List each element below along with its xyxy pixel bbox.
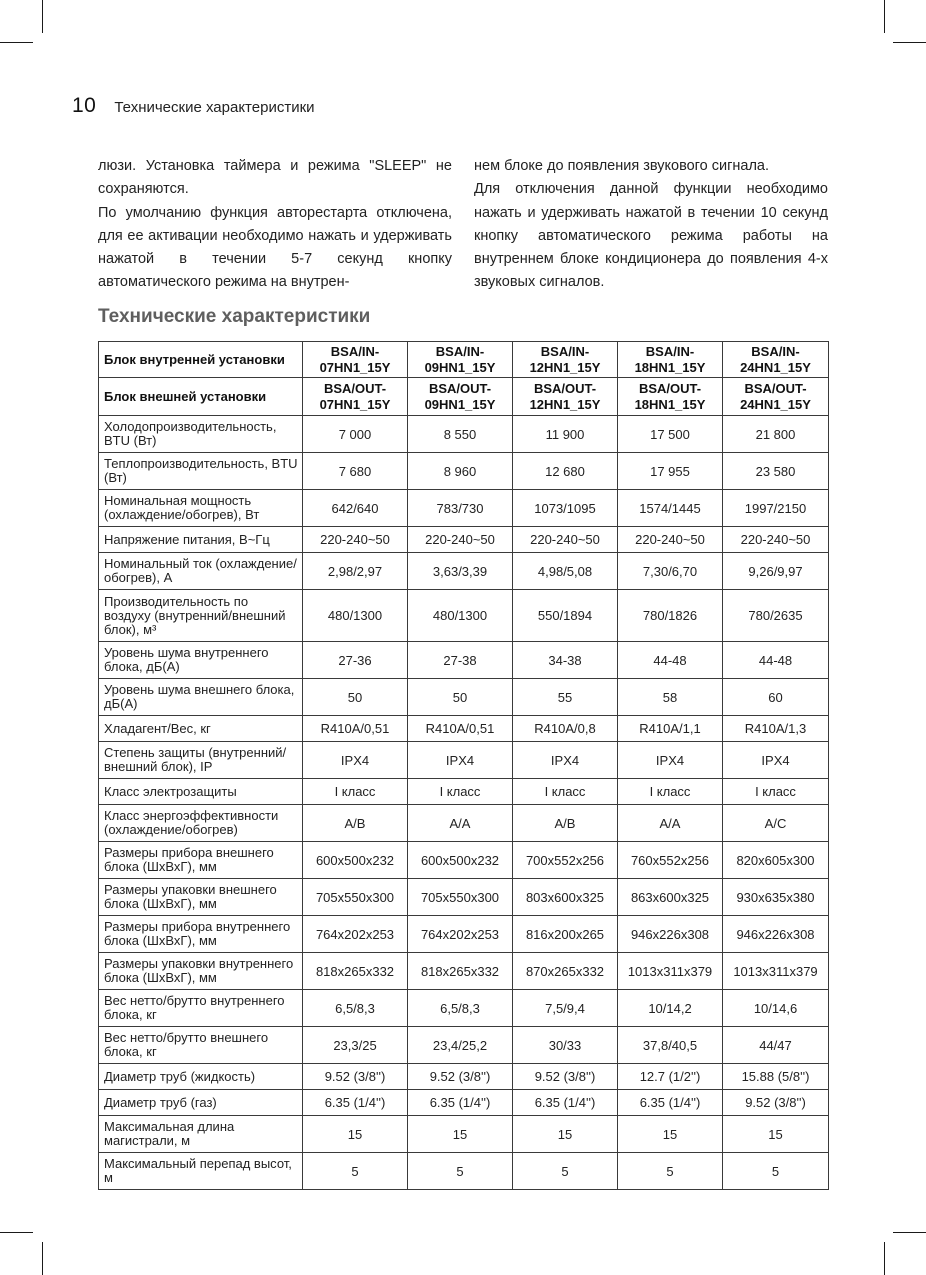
outdoor-model: BSA/OUT-12HN1_15Y — [513, 378, 618, 416]
spec-value: 816x200x265 — [513, 916, 618, 953]
crop-mark — [884, 0, 885, 33]
text-column-left — [98, 155, 452, 295]
spec-value: 5 — [408, 1153, 513, 1190]
crop-mark — [42, 0, 43, 33]
indoor-model: BSA/IN-24HN1_15Y — [723, 342, 829, 378]
spec-value: 50 — [303, 679, 408, 716]
indoor-model: BSA/IN-18HN1_15Y — [618, 342, 723, 378]
spec-value: 10/14,6 — [723, 990, 829, 1027]
spec-value: 44-48 — [723, 642, 829, 679]
spec-value: 1013x311x379 — [618, 953, 723, 990]
table-row — [99, 1153, 829, 1190]
outdoor-model: BSA/OUT-07HN1_15Y — [303, 378, 408, 416]
table-row — [99, 842, 829, 879]
table-row — [99, 553, 829, 590]
outdoor-model: BSA/OUT-09HN1_15Y — [408, 378, 513, 416]
spec-label: Размеры упаковки внешнего блока (ШхВхГ), мм — [99, 879, 303, 916]
spec-label: Максимальная длина магистрали, м — [99, 1116, 303, 1153]
spec-label: Размеры упаковки внутреннего блока (ШхВхГ), мм — [99, 953, 303, 990]
spec-value: 15 — [303, 1116, 408, 1153]
spec-value: A/A — [618, 805, 723, 842]
spec-label: Вес нетто/брутто внутреннего блока, кг — [99, 990, 303, 1027]
crop-mark — [893, 1232, 926, 1233]
spec-value: 8 550 — [408, 416, 513, 453]
table-row — [99, 679, 829, 716]
spec-value: 5 — [723, 1153, 829, 1190]
spec-value: 9.52 (3/8'') — [303, 1064, 408, 1090]
spec-value: I класс — [723, 779, 829, 805]
spec-value: 50 — [408, 679, 513, 716]
paragraph: люзи. Установка таймера и режима "SLEEP" не сохраняются. — [98, 158, 452, 198]
outdoor-model: BSA/OUT-24HN1_15Y — [723, 378, 829, 416]
spec-value: 23,3/25 — [303, 1027, 408, 1064]
spec-value: 5 — [618, 1153, 723, 1190]
spec-value: 3,63/3,39 — [408, 553, 513, 590]
spec-value: I класс — [408, 779, 513, 805]
spec-value: IPX4 — [408, 742, 513, 779]
spec-value: IPX4 — [513, 742, 618, 779]
page-number: 10 — [72, 94, 97, 117]
spec-value: 220-240~50 — [303, 527, 408, 553]
spec-value: 5 — [303, 1153, 408, 1190]
spec-label: Уровень шума внутреннего блока, дБ(А) — [99, 642, 303, 679]
spec-value: 37,8/40,5 — [618, 1027, 723, 1064]
crop-mark — [893, 42, 926, 43]
outdoor-model: BSA/OUT-18HN1_15Y — [618, 378, 723, 416]
spec-value: 803x600x325 — [513, 879, 618, 916]
spec-label: Номинальный ток (охлаждение/обогрев), А — [99, 553, 303, 590]
spec-value: 220-240~50 — [513, 527, 618, 553]
spec-value: 9,26/9,97 — [723, 553, 829, 590]
spec-value: 44/47 — [723, 1027, 829, 1064]
spec-label: Уровень шума внешнего блока, дБ(А) — [99, 679, 303, 716]
spec-value: A/C — [723, 805, 829, 842]
spec-value: 2,98/2,97 — [303, 553, 408, 590]
spec-value: 7,30/6,70 — [618, 553, 723, 590]
spec-value: IPX4 — [303, 742, 408, 779]
table-row — [99, 779, 829, 805]
spec-label: Степень защиты (внутренний/внешний блок), IP — [99, 742, 303, 779]
spec-value: 863x600x325 — [618, 879, 723, 916]
spec-value: A/B — [513, 805, 618, 842]
table-row — [99, 1090, 829, 1116]
spec-value: 17 955 — [618, 453, 723, 490]
text-column-right — [474, 155, 828, 295]
spec-value: 15 — [618, 1116, 723, 1153]
crop-mark — [0, 1232, 33, 1233]
spec-value: 8 960 — [408, 453, 513, 490]
table-row — [99, 990, 829, 1027]
spec-value: 6,5/8,3 — [408, 990, 513, 1027]
spec-value: 818x265x332 — [408, 953, 513, 990]
spec-value: 6.35 (1/4'') — [513, 1090, 618, 1116]
spec-value: 27-36 — [303, 642, 408, 679]
outdoor-unit-label: Блок внешней установки — [99, 378, 303, 416]
spec-value: 780/1826 — [618, 590, 723, 642]
spec-value: R410A/0,51 — [303, 716, 408, 742]
spec-value: 15.88 (5/8'') — [723, 1064, 829, 1090]
spec-value: 5 — [513, 1153, 618, 1190]
table-row — [99, 916, 829, 953]
spec-value: 6.35 (1/4'') — [303, 1090, 408, 1116]
paragraph: По умолчанию функция авторестарта отключена, для ее активации необходимо нажать и удерживать нажатой в течении 5-7 секунд кнопку автоматического режима на внутрен- — [98, 204, 452, 291]
spec-value: 30/33 — [513, 1027, 618, 1064]
spec-value: 21 800 — [723, 416, 829, 453]
specs-table — [98, 341, 829, 1190]
spec-value: 700x552x256 — [513, 842, 618, 879]
table-row — [99, 953, 829, 990]
spec-label: Производительность по воздуху (внутренний/внешний блок), м³ — [99, 590, 303, 642]
spec-value: 7,5/9,4 — [513, 990, 618, 1027]
spec-value: I класс — [618, 779, 723, 805]
paragraph: Для отключения данной функции необходимо нажать и удерживать нажатой в течении 10 секунд кнопку автоматического режима работы на внутреннем блоке кондиционера до появления 4-х звуковых сигналов. — [474, 181, 828, 291]
spec-label: Размеры прибора внутреннего блока (ШхВхГ), мм — [99, 916, 303, 953]
spec-value: 820x605x300 — [723, 842, 829, 879]
specs-table-body — [99, 416, 829, 1190]
spec-value: 220-240~50 — [723, 527, 829, 553]
table-row — [99, 1116, 829, 1153]
spec-label: Напряжение питания, В~Гц — [99, 527, 303, 553]
crop-mark — [884, 1242, 885, 1275]
spec-value: IPX4 — [723, 742, 829, 779]
spec-label: Размеры прибора внешнего блока (ШхВхГ), мм — [99, 842, 303, 879]
spec-value: A/A — [408, 805, 513, 842]
spec-value: 1073/1095 — [513, 490, 618, 527]
spec-label: Теплопроизводительность, BTU (Вт) — [99, 453, 303, 490]
spec-value: R410A/1,3 — [723, 716, 829, 742]
spec-value: I класс — [303, 779, 408, 805]
spec-label: Вес нетто/брутто внешнего блока, кг — [99, 1027, 303, 1064]
spec-value: 818x265x332 — [303, 953, 408, 990]
spec-value: 780/2635 — [723, 590, 829, 642]
paragraph: нем блоке до появления звукового сигнала. — [474, 158, 769, 174]
page-header — [72, 94, 315, 118]
spec-value: 34-38 — [513, 642, 618, 679]
spec-value: R410A/0,8 — [513, 716, 618, 742]
spec-value: 27-38 — [408, 642, 513, 679]
spec-value: 705x550x300 — [303, 879, 408, 916]
spec-value: 7 000 — [303, 416, 408, 453]
spec-value: 58 — [618, 679, 723, 716]
spec-value: 23,4/25,2 — [408, 1027, 513, 1064]
spec-value: R410A/0,51 — [408, 716, 513, 742]
spec-value: 480/1300 — [408, 590, 513, 642]
spec-label: Диаметр труб (жидкость) — [99, 1064, 303, 1090]
indoor-model: BSA/IN-09HN1_15Y — [408, 342, 513, 378]
section-title: Технические характеристики — [98, 306, 371, 327]
indoor-model: BSA/IN-07HN1_15Y — [303, 342, 408, 378]
spec-value: 9.52 (3/8'') — [723, 1090, 829, 1116]
spec-value: 1997/2150 — [723, 490, 829, 527]
spec-value: 12 680 — [513, 453, 618, 490]
indoor-unit-label: Блок внутренней установки — [99, 342, 303, 378]
table-row — [99, 879, 829, 916]
table-row — [99, 590, 829, 642]
running-title: Технические характеристики — [114, 99, 315, 116]
table-row — [99, 642, 829, 679]
indoor-model-row — [99, 342, 829, 378]
spec-value: 550/1894 — [513, 590, 618, 642]
spec-value: 764x202x253 — [303, 916, 408, 953]
spec-value: 44-48 — [618, 642, 723, 679]
spec-label: Номинальная мощность (охлаждение/обогрев), Вт — [99, 490, 303, 527]
spec-value: 15 — [513, 1116, 618, 1153]
crop-mark — [0, 42, 33, 43]
spec-value: 642/640 — [303, 490, 408, 527]
spec-value: 9.52 (3/8'') — [408, 1064, 513, 1090]
spec-value: R410A/1,1 — [618, 716, 723, 742]
spec-value: 705x550x300 — [408, 879, 513, 916]
spec-value: 10/14,2 — [618, 990, 723, 1027]
spec-value: 55 — [513, 679, 618, 716]
table-row — [99, 453, 829, 490]
spec-value: 6,5/8,3 — [303, 990, 408, 1027]
table-row — [99, 742, 829, 779]
spec-value: 7 680 — [303, 453, 408, 490]
spec-label: Холодопроизводительность, BTU (Вт) — [99, 416, 303, 453]
outdoor-model-row — [99, 378, 829, 416]
spec-value: 15 — [723, 1116, 829, 1153]
spec-label: Хладагент/Вес, кг — [99, 716, 303, 742]
spec-value: IPX4 — [618, 742, 723, 779]
spec-value: 9.52 (3/8'') — [513, 1064, 618, 1090]
crop-mark — [42, 1242, 43, 1275]
table-row — [99, 527, 829, 553]
spec-value: 930x635x380 — [723, 879, 829, 916]
spec-value: 4,98/5,08 — [513, 553, 618, 590]
spec-value: 764x202x253 — [408, 916, 513, 953]
spec-value: 220-240~50 — [618, 527, 723, 553]
spec-value: 15 — [408, 1116, 513, 1153]
spec-label: Диаметр труб (газ) — [99, 1090, 303, 1116]
spec-label: Класс энергоэффективности (охлаждение/обогрев) — [99, 805, 303, 842]
spec-value: 1574/1445 — [618, 490, 723, 527]
spec-value: 870x265x332 — [513, 953, 618, 990]
spec-value: 760x552x256 — [618, 842, 723, 879]
spec-value: 946x226x308 — [618, 916, 723, 953]
table-row — [99, 1064, 829, 1090]
spec-value: 6.35 (1/4'') — [408, 1090, 513, 1116]
table-row — [99, 490, 829, 527]
spec-value: 1013x311x379 — [723, 953, 829, 990]
spec-value: A/B — [303, 805, 408, 842]
spec-value: 946x226x308 — [723, 916, 829, 953]
spec-value: 17 500 — [618, 416, 723, 453]
spec-value: 12.7 (1/2'') — [618, 1064, 723, 1090]
spec-value: I класс — [513, 779, 618, 805]
spec-value: 6.35 (1/4'') — [618, 1090, 723, 1116]
table-row — [99, 1027, 829, 1064]
spec-value: 600x500x232 — [303, 842, 408, 879]
table-row — [99, 805, 829, 842]
spec-label: Максимальный перепад высот, м — [99, 1153, 303, 1190]
table-row — [99, 416, 829, 453]
spec-value: 783/730 — [408, 490, 513, 527]
spec-value: 600x500x232 — [408, 842, 513, 879]
indoor-model: BSA/IN-12HN1_15Y — [513, 342, 618, 378]
spec-value: 480/1300 — [303, 590, 408, 642]
spec-label: Класс электрозащиты — [99, 779, 303, 805]
spec-value: 11 900 — [513, 416, 618, 453]
spec-value: 23 580 — [723, 453, 829, 490]
table-row — [99, 716, 829, 742]
spec-value: 60 — [723, 679, 829, 716]
spec-value: 220-240~50 — [408, 527, 513, 553]
